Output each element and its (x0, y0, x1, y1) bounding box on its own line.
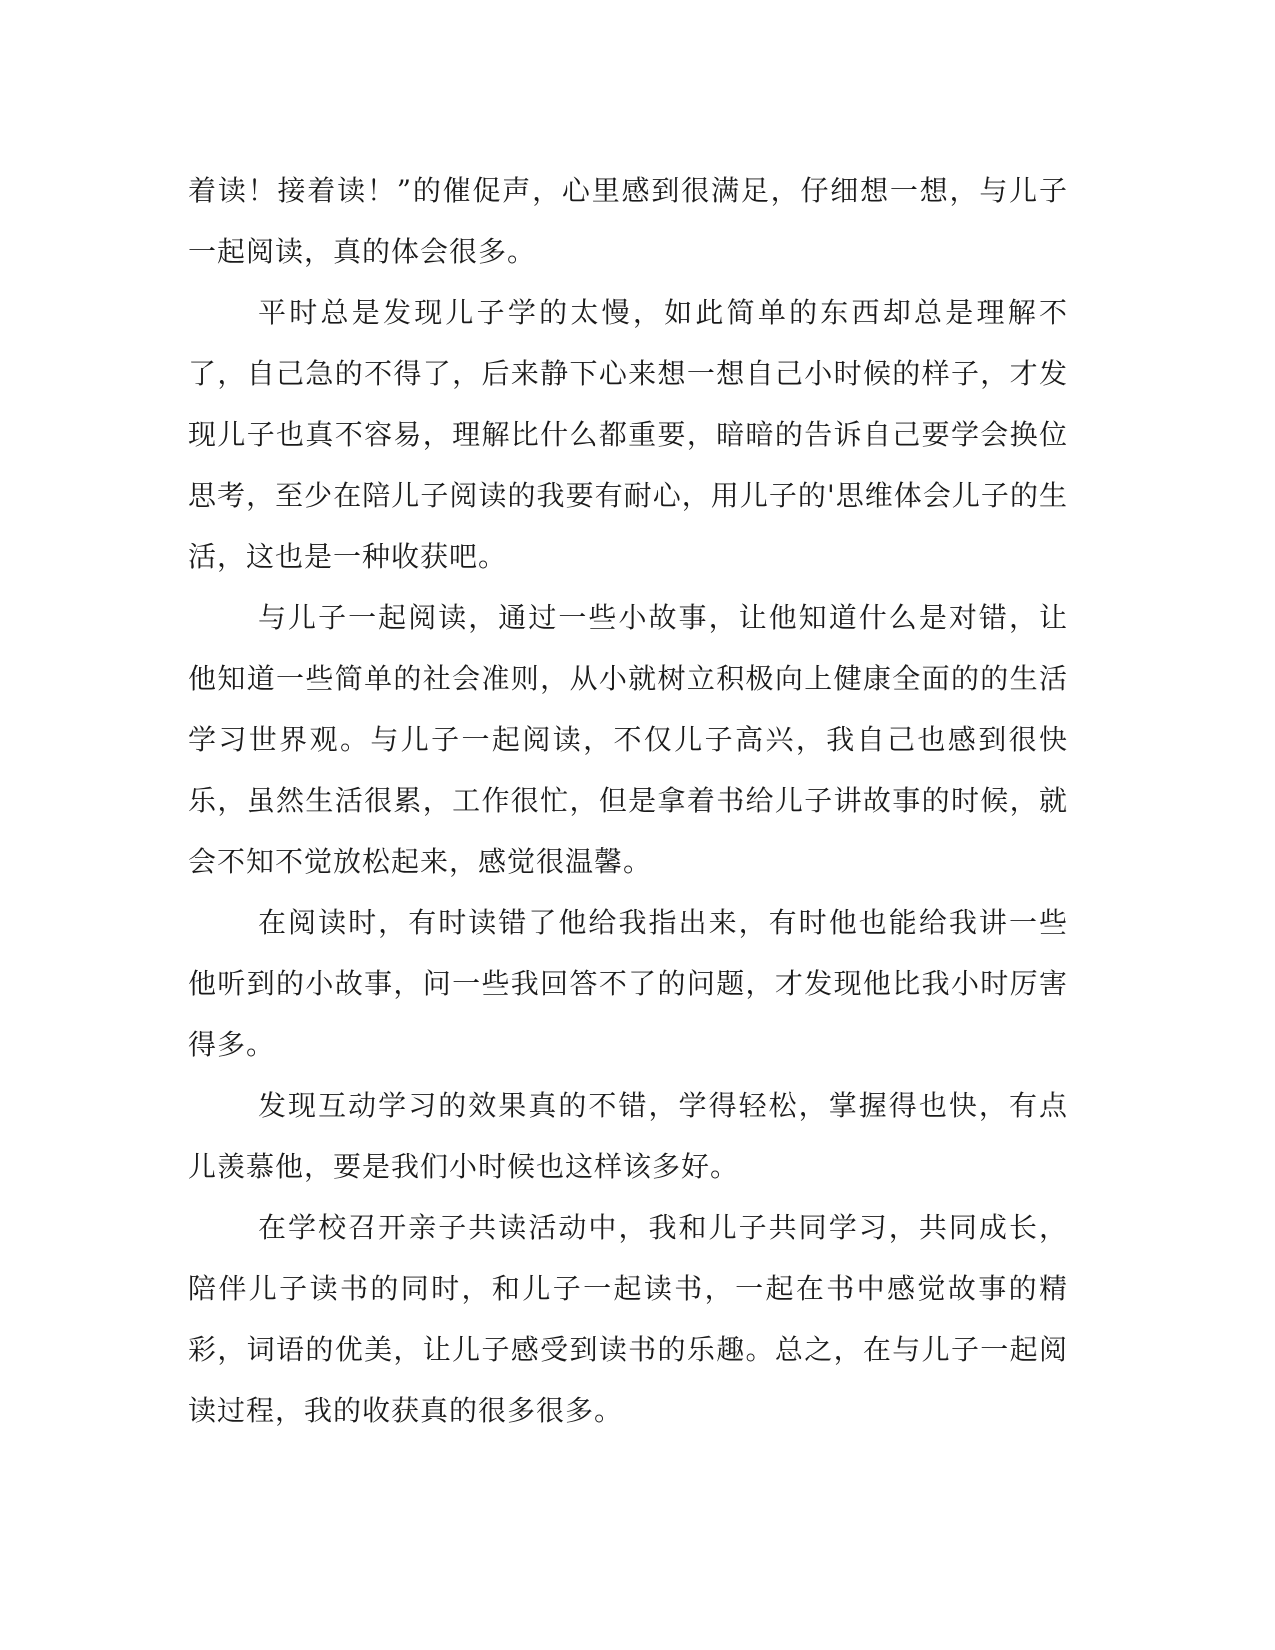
paragraph: 与儿子一起阅读，通过一些小故事，让他知道什么是对错，让他知道一些简单的社会准则，从小就树立积极向上健康全面的的生活学习世界观。与儿子一起阅读，不仅儿子高兴，我自己也感到很快乐，虽然生活很累，工作很忙，但是拿着书给儿子讲故事的时候，就会不知不觉放松起来，感觉很温馨。 (188, 601, 1068, 878)
paragraph-continuation: 着读！接着读！”的催促声，心里感到很满足，仔细想一想，与儿子一起阅读，真的体会很多。 (188, 174, 1068, 268)
paragraph: 发现互动学习的效果真的不错，学得轻松，掌握得也快，有点儿羡慕他，要是我们小时候也这样该多好。 (188, 1089, 1068, 1183)
paragraph: 在学校召开亲子共读活动中，我和儿子共同学习，共同成长，陪伴儿子读书的同时，和儿子一起读书，一起在书中感觉故事的精彩，词语的优美，让儿子感受到读书的乐趣。总之，在与儿子一起阅读过程，我的收获真的很多很多。 (188, 1211, 1068, 1427)
paragraph: 平时总是发现儿子学的太慢，如此简单的东西却总是理解不了，自己急的不得了，后来静下心来想一想自己小时候的样子，才发现儿子也真不容易，理解比什么都重要，暗暗的告诉自己要学会换位思考，至少在陪儿子阅读的我要有耐心，用儿子的'思维体会儿子的生活，这也是一种收获吧。 (188, 296, 1068, 573)
document-body (188, 160, 1068, 1441)
paragraph: 在阅读时，有时读错了他给我指出来，有时他也能给我讲一些他听到的小故事，问一些我回答不了的问题，才发现他比我小时厉害得多。 (188, 906, 1068, 1061)
